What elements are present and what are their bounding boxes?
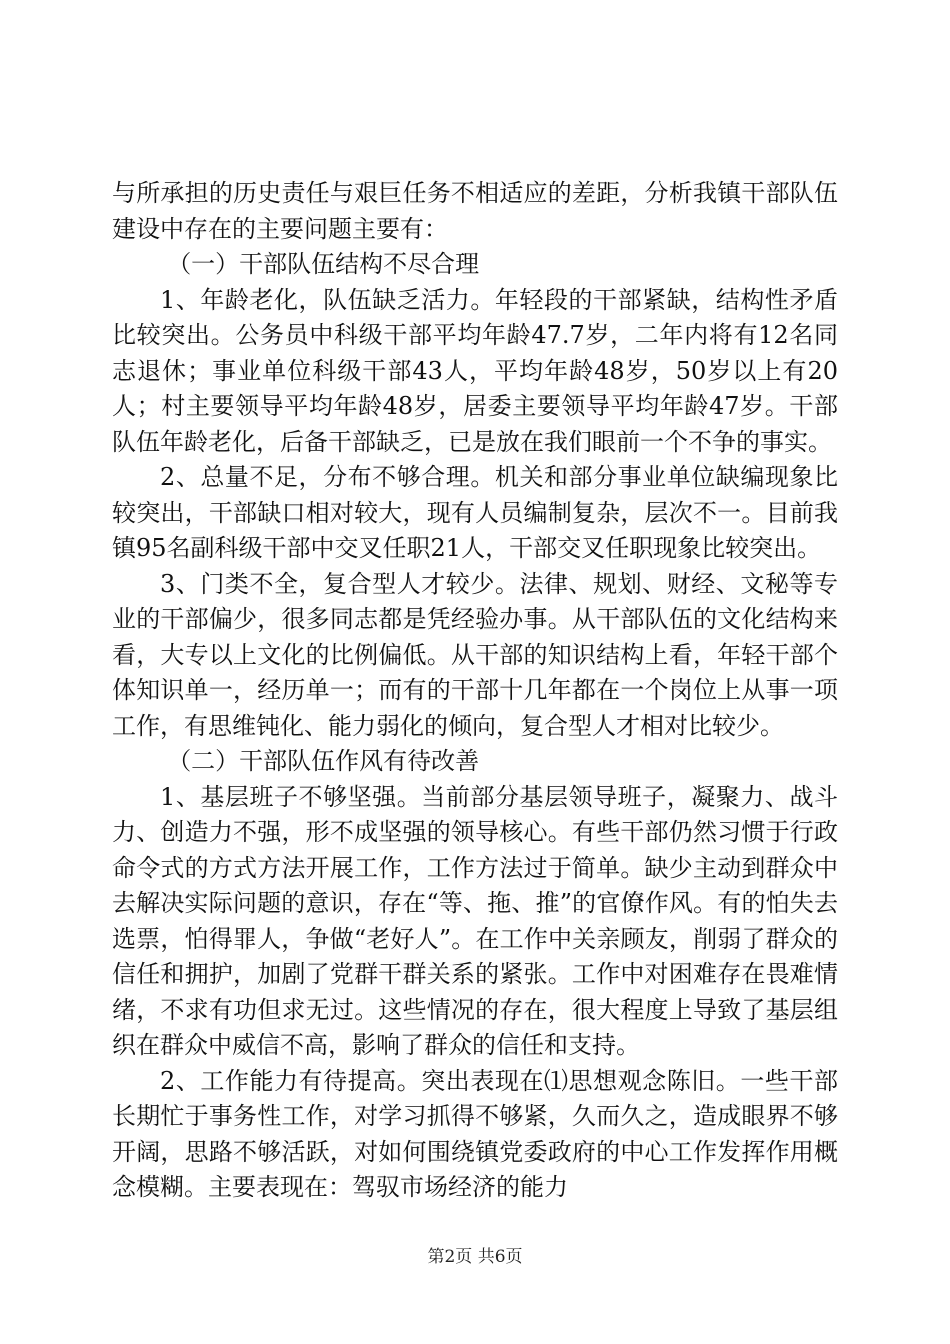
page-footer: 第2页 共6页 [427, 1247, 523, 1267]
paragraph-age: 1、年龄老化，队伍缺乏活力。年轻段的干部紧缺，结构性矛盾比较突出。公务员中科级干部平均年龄47.7岁，二年内将有12名同志退休；事业单位科级干部43人，平均年龄48岁，50岁以上有20人；村主要领导平均年龄48岁，居委主要领导平均年龄47岁。干部队伍年龄老化，后备干部缺乏，已是放在我们眼前一个不争的事实。 [112, 285, 838, 456]
document-body [112, 176, 838, 1206]
section-heading-style: （二）干部队伍作风有待改善 [167, 747, 480, 775]
paragraph-ability: 2、工作能力有待提高。突出表现在⑴思想观念陈旧。一些干部长期忙于事务性工作，对学习抓得不够紧，久而久之，造成眼界不够开阔，思路不够活跃，对如何围绕镇党委政府的中心工作发挥作用概念模糊。主要表现在：驾驭市场经济的能力 [112, 1066, 838, 1201]
section-heading-structure: （一）干部队伍结构不尽合理 [167, 250, 480, 278]
paragraph-intro: 与所承担的历史责任与艰巨任务不相适应的差距，分析我镇干部队伍建设中存在的主要问题主要有： [112, 179, 838, 243]
paragraph-total: 2、总量不足，分布不够合理。机关和部分事业单位缺编现象比较突出，干部缺口相对较大，现有人员编制复杂，层次不一。目前我镇95名副科级干部中交叉任职21人，干部交叉任职现象比较突出。 [112, 463, 838, 562]
paragraph-grassroots: 1、基层班子不够坚强。当前部分基层领导班子，凝聚力、战斗力、创造力不强，形不成坚强的领导核心。有些干部仍然习惯于行政命令式的方式方法开展工作，工作方法过于简单。缺少主动到群众中去解决实际问题的意识，存在“等、拖、推”的官僚作风。有的怕失去选票，怕得罪人，争做“老好人”。在工作中关亲顾友，削弱了群众的信任和拥护，加剧了党群干群关系的紧张。工作中对困难存在畏难情绪，不求有功但求无过。这些情况的存在，很大程度上导致了基层组织在群众中威信不高，影响了群众的信任和支持。 [112, 782, 838, 1059]
paragraph-categories: 3、门类不全，复合型人才较少。法律、规划、财经、文秘等专业的干部偏少，很多同志都是凭经验办事。从干部队伍的文化结构来看，大专以上文化的比例偏低。从干部的知识结构上看，年轻干部个体知识单一，经历单一；而有的干部十几年都在一个岗位上从事一项工作，有思维钝化、能力弱化的倾向，复合型人才相对比较少。 [112, 569, 838, 740]
